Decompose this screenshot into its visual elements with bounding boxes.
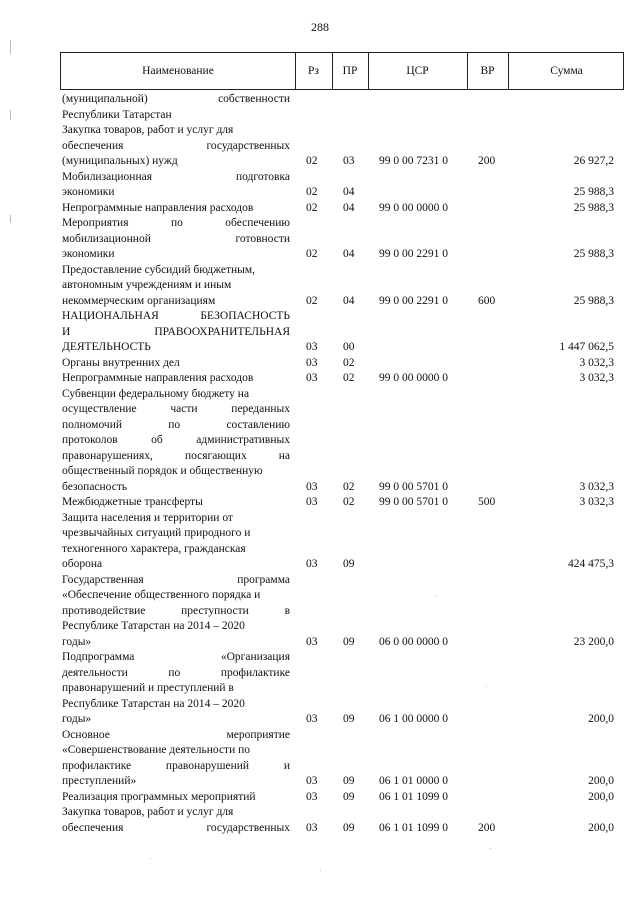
row-pr: 09 [343, 775, 355, 787]
row-pr: 04 [343, 248, 355, 260]
row-sum: 3 032,3 [579, 480, 614, 493]
row-name-line: Республике Татарстан на 2014 – 2020 [62, 620, 245, 632]
row-name [62, 92, 290, 123]
header-name: Наименование [142, 65, 214, 77]
row-name-line: Межбюджетные трансферты [62, 496, 203, 508]
row-pr: 03 [343, 155, 355, 167]
row-name-line: Реализация программных мероприятий [62, 790, 256, 803]
row-name [62, 201, 290, 217]
row-name-line: правонарушениях, посягающих на [62, 449, 290, 462]
row-pr: 04 [343, 201, 355, 214]
row-name [62, 650, 290, 728]
row-name-line: Мероприятия по обеспечению [62, 217, 290, 229]
row-name [62, 123, 290, 170]
row-rz: 03 [306, 558, 318, 570]
row-rz: 03 [306, 356, 318, 369]
row-name-line: Органы внутренних дел [62, 356, 180, 369]
row-sum: 25 988,3 [573, 294, 614, 307]
row-name-line: полномочий по составлению [62, 418, 290, 431]
row-name-line: некоммерческим организациям [62, 294, 216, 307]
header-vr: ВР [480, 65, 495, 77]
row-name-line: Подпрограмма «Организация [62, 651, 290, 663]
row-rz: 02 [306, 248, 318, 260]
row-name-line: осуществление части переданных [62, 403, 290, 415]
row-vr: 600 [478, 294, 496, 307]
row-name-line: Закупка товаров, работ и услуг для [62, 124, 234, 136]
row-pr: 09 [343, 790, 355, 803]
row-rz: 02 [306, 186, 318, 198]
row-name [62, 371, 290, 387]
row-pr: 09 [343, 821, 355, 834]
row-name-line: обеспечения государственных [62, 821, 290, 834]
row-rz: 03 [306, 496, 318, 508]
row-name [62, 309, 290, 356]
row-csr: 99 0 00 5701 0 [379, 480, 448, 493]
row-name-line: (муниципальной) собственности [62, 93, 290, 105]
table-header [60, 52, 624, 90]
row-pr: 09 [343, 635, 355, 648]
row-name [62, 805, 290, 836]
row-sum: 200,0 [588, 821, 614, 834]
row-name-line: Мобилизационная подготовка [62, 170, 290, 183]
row-pr: 02 [343, 372, 355, 384]
row-name [62, 170, 290, 201]
row-name [62, 216, 290, 263]
header-rz: Рз [308, 65, 319, 77]
row-rz: 02 [306, 201, 318, 214]
row-csr: 99 0 00 2291 0 [379, 294, 448, 307]
row-name [62, 790, 290, 806]
row-name-line: Государственная программа [62, 573, 290, 586]
row-sum: 200,0 [588, 790, 614, 803]
row-sum: 25 988,3 [573, 186, 614, 198]
row-name-line: Закупка товаров, работ и услуг для [62, 806, 234, 818]
row-name-line: Республике Татарстан на 2014 – 2020 [62, 697, 245, 710]
row-sum: 3 032,3 [579, 372, 614, 384]
row-sum: 3 032,3 [579, 496, 614, 508]
row-csr: 99 0 00 2291 0 [379, 248, 448, 260]
row-name-line: Предоставление субсидий бюджетным, [62, 263, 256, 276]
row-csr: 06 1 01 0000 0 [379, 775, 448, 787]
header-pr: ПР [342, 65, 358, 77]
row-rz: 03 [306, 372, 318, 384]
row-rz: 02 [306, 155, 318, 167]
row-name-line: преступлений» [62, 775, 137, 787]
row-name-line: деятельности по профилактике [62, 666, 290, 679]
row-name-line: Республики Татарстан [62, 108, 172, 121]
row-rz: 03 [306, 341, 318, 353]
row-name-line: протоколов об административных [62, 434, 290, 446]
row-rz: 03 [306, 480, 318, 493]
row-name-line: оборона [62, 558, 103, 570]
row-vr: 500 [478, 496, 496, 508]
row-sum: 26 927,2 [573, 155, 614, 167]
row-rz: 03 [306, 790, 318, 803]
row-name [62, 573, 290, 651]
row-vr: 200 [478, 155, 496, 167]
row-name-line: безопасность [62, 480, 128, 493]
row-rz: 02 [306, 294, 318, 307]
row-csr: 06 1 00 0000 0 [379, 713, 448, 725]
row-rz: 03 [306, 635, 318, 648]
row-rz: 03 [306, 713, 318, 725]
row-pr: 02 [343, 480, 355, 493]
row-name-line: «Обеспечение общественного порядка и [62, 589, 261, 601]
header-sum: Сумма [550, 65, 583, 77]
row-rz: 03 [306, 775, 318, 787]
header-csr: ЦСР [406, 65, 429, 77]
row-sum: 23 200,0 [573, 635, 614, 648]
row-sum: 1 447 062,5 [559, 341, 614, 353]
row-name-line: общественный порядок и общественную [62, 465, 263, 477]
row-sum: 25 988,3 [573, 248, 614, 260]
page-number: 288 [311, 20, 329, 34]
row-sum: 3 032,3 [579, 356, 614, 369]
row-csr: 06 1 01 1099 0 [379, 790, 448, 803]
row-sum: 200,0 [588, 775, 614, 787]
row-name-line: чрезвычайных ситуаций природного и [62, 527, 251, 539]
row-name-line: экономики [62, 186, 115, 198]
row-name-line: обеспечения государственных [62, 139, 290, 152]
row-name [62, 728, 290, 790]
row-name-line: Непрограммные направления расходов [62, 372, 254, 384]
row-name-line: мобилизационной готовности [62, 232, 290, 245]
row-name-line: техногенного характера, гражданская [62, 542, 246, 555]
row-name-line: противодействие преступности в [62, 604, 290, 617]
row-pr: 02 [343, 356, 355, 369]
row-sum: 200,0 [588, 713, 614, 725]
row-name-line: автономным учреждениям и иным [62, 279, 232, 291]
row-pr: 04 [343, 294, 355, 307]
row-csr: 99 0 00 0000 0 [379, 201, 448, 214]
row-rz: 03 [306, 821, 318, 834]
row-name-line: И ПРАВООХРАНИТЕЛЬНАЯ [62, 325, 290, 338]
row-csr: 99 0 00 0000 0 [379, 372, 448, 384]
row-name-line: Непрограммные направления расходов [62, 201, 254, 214]
row-name-line: Основное мероприятие [62, 728, 290, 741]
row-name-line: (муниципальных) нужд [62, 155, 178, 167]
row-name [62, 495, 290, 511]
row-name-line: НАЦИОНАЛЬНАЯ БЕЗОПАСНОСТЬ [62, 310, 290, 322]
row-name [62, 511, 290, 573]
row-sum: 25 988,3 [573, 201, 614, 214]
row-name-line: годы» [62, 713, 92, 725]
row-name-line: годы» [62, 635, 92, 648]
row-vr: 200 [478, 821, 496, 834]
row-pr: 09 [343, 713, 355, 725]
row-pr: 00 [343, 341, 355, 353]
row-name-line: правонарушений и преступлений в [62, 682, 234, 694]
row-name [62, 263, 290, 310]
row-csr: 99 0 00 5701 0 [379, 496, 448, 508]
row-name [62, 356, 290, 372]
row-name-line: Субвенции федеральному бюджету на [62, 387, 250, 400]
row-name-line: профилактике правонарушений и [62, 759, 290, 772]
row-pr: 09 [343, 558, 355, 570]
row-name-line: экономики [62, 248, 115, 260]
row-name [62, 387, 290, 496]
row-csr: 06 0 00 0000 0 [379, 635, 448, 648]
row-name-line: «Совершенствование деятельности по [62, 744, 251, 756]
row-name-line: Защита населения и территории от [62, 511, 233, 524]
row-name-line: ДЕЯТЕЛЬНОСТЬ [62, 341, 151, 353]
row-csr: 06 1 01 1099 0 [379, 821, 448, 834]
row-pr: 04 [343, 186, 355, 198]
row-csr: 99 0 00 7231 0 [379, 155, 448, 167]
row-pr: 02 [343, 496, 355, 508]
row-sum: 424 475,3 [568, 558, 614, 570]
